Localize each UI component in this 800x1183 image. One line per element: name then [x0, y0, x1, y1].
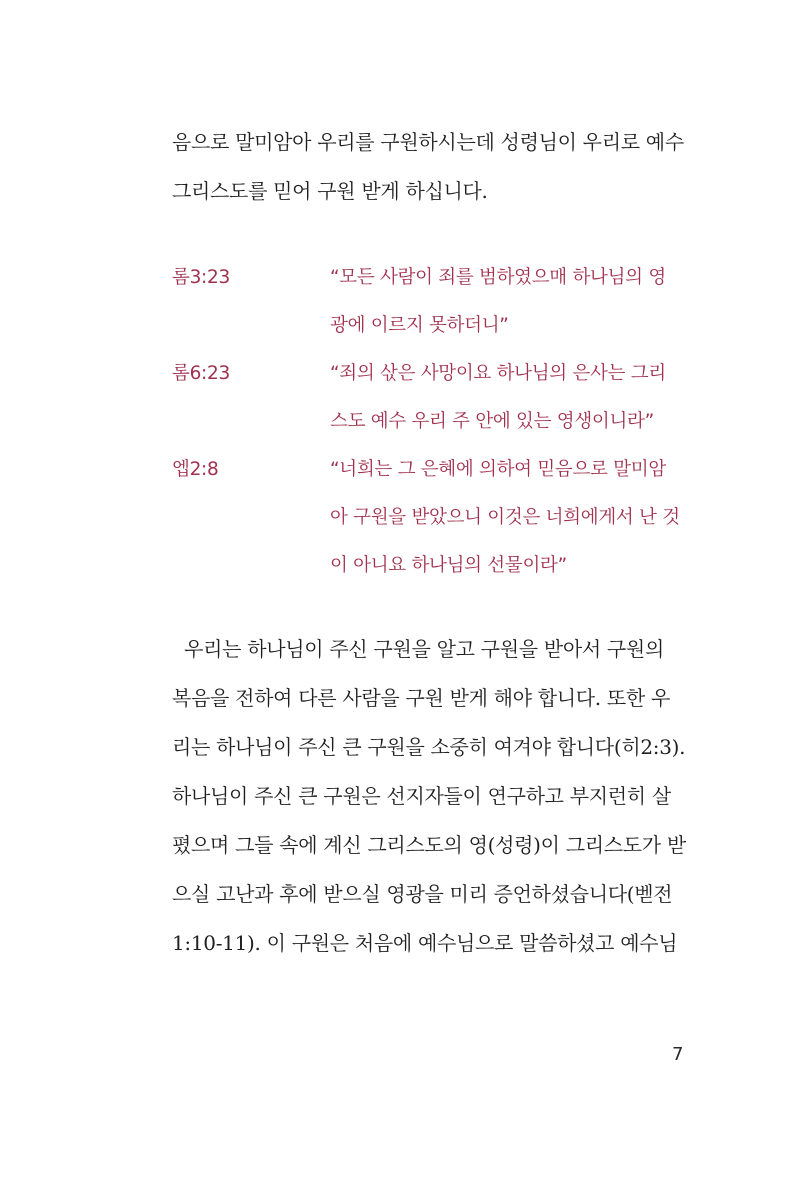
paragraph-intro [172, 118, 684, 216]
paragraph-line: 음으로 말미암아 우리를 구원하시는데 성령님이 우리로 예수 [172, 130, 684, 154]
verse-romans-3-23 [172, 254, 672, 350]
paragraph-line: 우리는 하나님이 주신 구원을 알고 구원을 받아서 구원의 [172, 637, 664, 661]
paragraph-line: 하나님이 주신 큰 구원은 선지자들이 연구하고 부지런히 살 [172, 784, 671, 808]
paragraph-line: 폈으며 그들 속에 계신 그리스도의 영(성령)이 그리스도가 받 [172, 833, 686, 857]
paragraph-line: 리는 하나님이 주신 큰 구원을 소중히 여겨야 합니다(히2:3). [172, 735, 686, 759]
verse-line: 이 아니요 하나님의 선물이라” [330, 555, 567, 576]
verse-text [330, 446, 680, 590]
verse-ephesians-2-8 [172, 446, 680, 590]
verse-line: 광에 이르지 못하더니” [330, 315, 509, 336]
page-number: 7 [672, 1044, 684, 1065]
verse-line: 아 구원을 받았으니 이것은 너희에게서 난 것 [330, 507, 680, 528]
verse-list [172, 254, 680, 590]
verse-reference: 엡2:8 [172, 459, 219, 480]
verse-line: 스도 예수 우리 주 안에 있는 영생이니라” [330, 411, 654, 432]
verse-line: “죄의 삯은 사망이요 하나님의 은사는 그리 [330, 363, 666, 384]
paragraph-line: 으실 고난과 후에 받으실 영광을 미리 증언하셨습니다(벧전 [172, 882, 673, 906]
paragraph-line: 1:10-11). 이 구원은 처음에 예수님으로 말씀하셨고 예수님 [172, 931, 678, 955]
verse-reference: 롬3:23 [172, 267, 230, 288]
verse-line: “모든 사람이 죄를 범하였으매 하나님의 영 [330, 267, 666, 288]
paragraph-main [172, 625, 686, 968]
verse-reference: 롬6:23 [172, 363, 230, 384]
verse-text [330, 254, 672, 350]
verse-text [330, 350, 672, 446]
verse-romans-6-23 [172, 350, 672, 446]
verse-line: “너희는 그 은혜에 의하여 믿음으로 말미암 [330, 459, 666, 480]
paragraph-line: 그리스도를 믿어 구원 받게 하십니다. [172, 179, 488, 203]
paragraph-line: 복음을 전하여 다른 사람을 구원 받게 해야 합니다. 또한 우 [172, 686, 671, 710]
